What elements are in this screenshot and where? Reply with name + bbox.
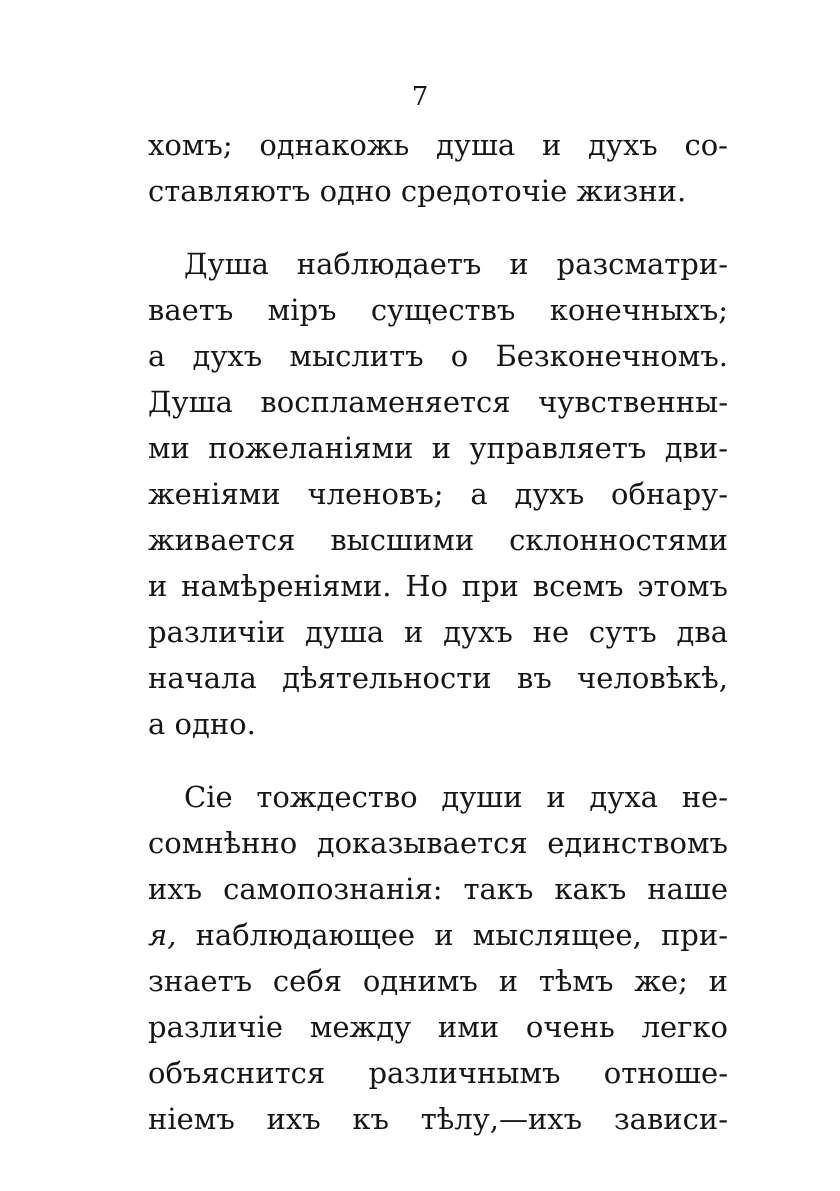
text-line: ваетъ міръ существъ конечныхъ; [148,293,728,327]
text-line: начала дѣятельности въ человѣкѣ, [148,661,728,695]
text-line: различіе между ими очень легко [148,1010,728,1044]
body-text [148,122,728,1142]
text-line: Душа наблюдаетъ и разсматри- [184,247,728,281]
paragraph-3 [148,774,728,1142]
text-line: женіями членовъ; а духъ обнару- [148,477,728,511]
italic-word: я, [148,918,177,952]
text-line: а духъ мыслитъ о Безконечномъ. [148,339,728,373]
paragraph-2 [148,241,728,747]
text-line: ставляютъ одно средоточіе жизни. [148,174,687,208]
text-line: я, наблюдающее и мыслящее, при- [148,918,728,952]
text-line: ніемъ ихъ къ тѣлу,—ихъ зависи- [148,1102,728,1136]
text-line: Сіе тождество души и духа не- [184,780,728,814]
text-line: Душа воспламеняется чувственны- [148,385,728,419]
text-line: различіи душа и духъ не сутъ два [148,615,728,649]
text-line: ихъ самопознанія: такъ какъ наше [148,872,728,906]
page-number: 7 [411,82,429,112]
text-line: хомъ; однакожь душа и духъ со- [148,128,728,162]
text-line: живается высшими склонностями [148,523,728,557]
paragraph-1 [148,122,728,214]
text-line: а одно. [148,707,256,741]
text-line: ми пожеланіями и управляетъ дви- [148,431,728,465]
text-line: и намѣреніями. Но при всемъ этомъ [148,569,728,603]
text-line: объяснится различнымъ отноше- [148,1056,728,1090]
text-line: сомнѣнно доказывается единствомъ [148,826,728,860]
text-line: знаетъ себя однимъ и тѣмъ же; и [148,964,728,998]
